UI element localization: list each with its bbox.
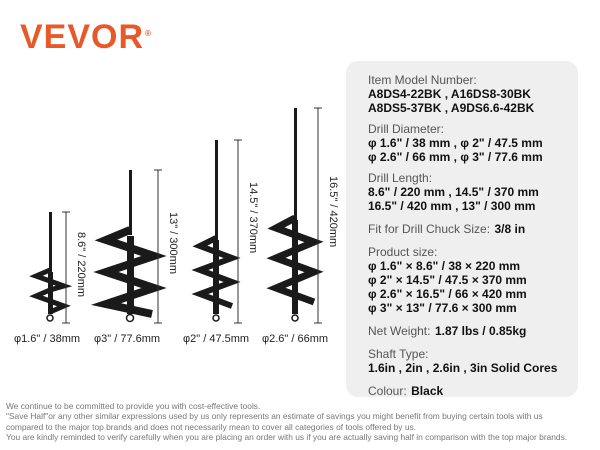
spec-product-size-line: φ 2.6" × 16.5" / 66 × 420 mm bbox=[368, 287, 527, 301]
augers-illustration bbox=[0, 90, 340, 330]
spec-length bbox=[368, 171, 568, 213]
spec-colour bbox=[368, 382, 568, 400]
spec-shaft-value: 1.6in , 2in , 2.6in , 3in Solid Cores bbox=[368, 361, 558, 375]
auger-4-length-label: 16.5" / 420mm bbox=[327, 176, 339, 248]
spec-model-label: Item Model Number: bbox=[368, 73, 477, 87]
auger-1-drawing bbox=[36, 212, 64, 321]
spec-product-size bbox=[368, 245, 568, 315]
spec-weight-label: Net Weight: bbox=[368, 324, 431, 338]
disclaimer-line: compared to the major top brands and does not necessarily mean to cover all categories of tools offered by us. bbox=[6, 421, 416, 432]
spec-shaft-label: Shaft Type: bbox=[368, 347, 429, 361]
auger-2-drawing bbox=[106, 170, 154, 322]
auger-4-caption: φ2.6" / 66mm bbox=[262, 333, 329, 345]
auger-4-drawing bbox=[276, 108, 314, 321]
spec-product-size-line: φ 1.6" × 8.6" / 38 × 220 mm bbox=[368, 259, 521, 273]
spec-model bbox=[368, 73, 568, 115]
auger-1-length-label: 8.6" / 220mm bbox=[75, 232, 87, 298]
vevor-logo bbox=[20, 18, 152, 57]
brand-name: VEVOR bbox=[20, 18, 145, 56]
registered-mark: ® bbox=[145, 28, 152, 38]
spec-product-size-line: φ 3" × 13" / 77.6 × 300 mm bbox=[368, 301, 517, 315]
spec-chuck-value: 3/8 in bbox=[494, 222, 526, 236]
spec-length-line: 16.5" / 420 mm , 13" / 300 mm bbox=[368, 199, 536, 213]
spec-diameter-label: Drill Diameter: bbox=[368, 122, 445, 136]
disclaimer-line: You are kindly reminded to verify carefully when you are placing an order with us if you are actually saving half in comparison with the top major brands. bbox=[6, 431, 568, 442]
auger-2-caption: φ3" / 77.6mm bbox=[94, 333, 161, 345]
spec-product-size-label: Product size: bbox=[368, 245, 438, 259]
auger-1-caption: φ1.6" / 38mm bbox=[14, 333, 81, 345]
spec-model-line: A8DS5-37BK , A9DS6.6-42BK bbox=[368, 101, 535, 115]
spec-product-size-line: φ 2" × 14.5" / 47.5 × 370 mm bbox=[368, 273, 527, 287]
spec-diameter-line: φ 2.6" / 66 mm , φ 3" / 77.6 mm bbox=[368, 150, 543, 164]
disclaimer-line: We continue to be committed to provide you with cost-effective tools. bbox=[6, 401, 261, 411]
auger-3-caption: φ2" / 47.5mm bbox=[183, 333, 250, 345]
spec-chuck bbox=[368, 220, 568, 238]
spec-length-line: 8.6" / 220 mm , 14.5" / 370 mm bbox=[368, 185, 539, 199]
spec-diameter-line: φ 1.6" / 38 mm , φ 2" / 47.5 mm bbox=[368, 136, 543, 150]
disclaimer bbox=[6, 401, 598, 442]
auger-3-drawing bbox=[200, 140, 232, 321]
spec-colour-value: Black bbox=[411, 384, 444, 398]
spec-weight-value: 1.87 lbs / 0.85kg bbox=[434, 324, 527, 338]
disclaimer-line: "Save Half"or any other similar expressions used by us only represents an estimate of savings you might benefit from buying certain tools with us bbox=[6, 411, 543, 422]
spec-length-label: Drill Length: bbox=[368, 171, 433, 185]
spec-panel bbox=[346, 61, 578, 397]
spec-chuck-label: Fit for Drill Chuck Size: bbox=[368, 222, 491, 236]
spec-diameter bbox=[368, 122, 568, 164]
spec-model-line: A8DS4-22BK , A16DS8-30BK bbox=[368, 87, 531, 101]
spec-colour-label: Colour: bbox=[368, 384, 407, 398]
spec-weight bbox=[368, 322, 568, 340]
auger-2-length-label: 13" / 300mm bbox=[167, 212, 179, 274]
auger-3-length-label: 14.5" / 370mm bbox=[247, 182, 259, 254]
spec-shaft bbox=[368, 347, 568, 375]
